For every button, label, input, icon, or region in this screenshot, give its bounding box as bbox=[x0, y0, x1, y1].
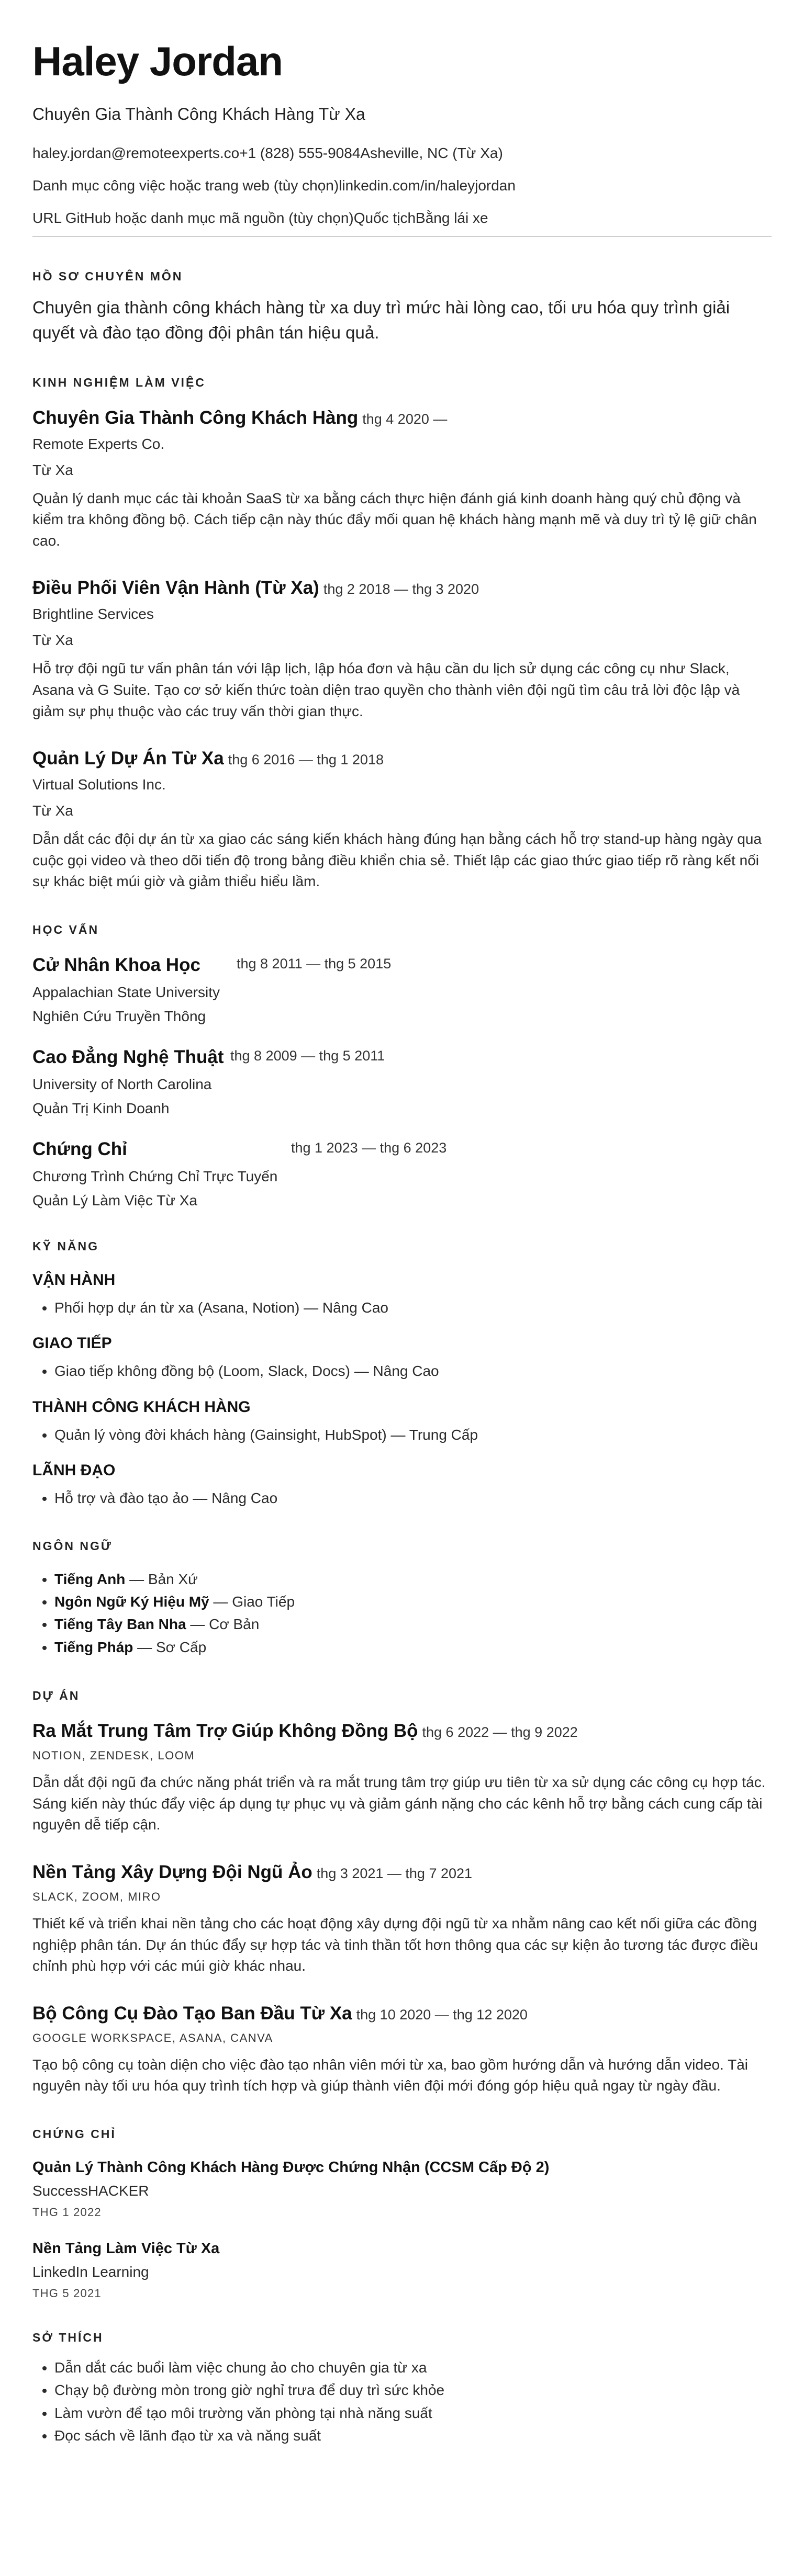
project-dates: thg 6 2022 — thg 9 2022 bbox=[422, 1724, 578, 1741]
contact-line-3 bbox=[32, 211, 772, 225]
education-dates: thg 1 2023 — thg 6 2023 bbox=[291, 1140, 447, 1156]
certification-name: Nền Tảng Làm Việc Từ Xa bbox=[32, 2240, 220, 2257]
project-tech: GOOGLE WORKSPACE, ASANA, CANVA bbox=[32, 2031, 273, 2044]
language-item: • Ngôn Ngữ Ký Hiệu Mỹ — Giao Tiếp bbox=[54, 1590, 772, 1613]
interests-heading: SỞ THÍCH bbox=[32, 2330, 104, 2344]
skill-group bbox=[32, 1398, 772, 1446]
skill-group-title: GIAO TIẾP bbox=[32, 1335, 112, 1352]
location-text: Asheville, NC (Từ Xa) bbox=[360, 145, 503, 161]
project-name: Bộ Công Cụ Đào Tạo Ban Đầu Từ Xa bbox=[32, 2003, 352, 2024]
skill-group bbox=[32, 1462, 772, 1509]
project-entry bbox=[32, 2003, 772, 2097]
skill-group bbox=[32, 1271, 772, 1319]
certification-issuer: SuccessHACKER bbox=[32, 2182, 149, 2199]
degree-title: Cử Nhân Khoa Học bbox=[32, 955, 200, 976]
project-description: Tạo bộ công cụ toàn diện cho việc đào tạo nhân viên mới từ xa, bao gồm hướng dẫn và hướng dẫn video. Tài nguyên này tối ưu hóa quy trình tích hợp và giúp thành viên đội mới đóng góp hiệu quả ngay từ ngày đầu. bbox=[32, 2056, 748, 2094]
company-name: Virtual Solutions Inc. bbox=[32, 776, 166, 793]
job-dates: thg 4 2020 — bbox=[362, 411, 448, 427]
language-name: Tiếng Tây Ban Nha bbox=[54, 1616, 186, 1633]
languages-section bbox=[32, 1539, 772, 1659]
education-entry bbox=[32, 955, 772, 1025]
contact-line-2 bbox=[32, 178, 772, 193]
education-dates: thg 8 2009 — thg 5 2011 bbox=[230, 1048, 385, 1064]
github-placeholder: URL GitHub hoặc danh mục mã nguồn (tùy chọn) bbox=[32, 210, 354, 226]
experience-entry bbox=[32, 578, 772, 722]
skill-item: • Phối hợp dự án từ xa (Asana, Notion) — Nâng Cao bbox=[54, 1296, 772, 1319]
language-list bbox=[32, 1568, 772, 1659]
job-description: Quản lý danh mục các tài khoản SaaS từ xa bằng cách thực hiện đánh giá kinh doanh hàng quý chủ động và kiểm tra không đồng bộ. Cách tiếp cận này thúc đẩy mối quan hệ khách hàng mạnh mẽ và duy trì tỷ lệ giữ chân cao. bbox=[32, 490, 757, 549]
contact-line-1 bbox=[32, 146, 772, 161]
skills-section bbox=[32, 1239, 772, 1510]
language-level: Cơ Bản bbox=[209, 1616, 260, 1633]
job-title: Chuyên Gia Thành Công Khách Hàng bbox=[32, 407, 359, 428]
projects-section bbox=[32, 1689, 772, 2097]
job-title: Quản Lý Dự Án Từ Xa bbox=[32, 748, 224, 769]
summary-heading: HỒ SƠ CHUYÊN MÔN bbox=[32, 269, 183, 283]
project-entry bbox=[32, 1862, 772, 1977]
certification-entry bbox=[32, 2240, 772, 2300]
languages-heading: NGÔN NGỮ bbox=[32, 1539, 113, 1553]
job-location: Từ Xa bbox=[32, 461, 73, 478]
language-level: Bản Xứ bbox=[148, 1571, 198, 1587]
language-item: • Tiếng Anh — Bản Xứ bbox=[54, 1568, 772, 1590]
experience-entry bbox=[32, 408, 772, 552]
skill-group-title: THÀNH CÔNG KHÁCH HÀNG bbox=[32, 1398, 251, 1416]
field-of-study: Quản Trị Kinh Doanh bbox=[32, 1100, 170, 1117]
company-name: Remote Experts Co. bbox=[32, 435, 165, 452]
job-description: Hỗ trợ đội ngũ tư vấn phân tán với lập lịch, lập hóa đơn và hậu cần du lịch sử dụng các công cụ như Slack, Asana và G Suite. Tạo cơ sở kiến thức toàn diện trao quyền cho thành viên đội ngũ tìm câu trả lời độc lập và giảm sự phụ thuộc vào các truy vấn thời gian thực. bbox=[32, 660, 740, 719]
skill-item: • Quản lý vòng đời khách hàng (Gainsight, HubSpot) — Trung Cấp bbox=[54, 1423, 772, 1446]
project-name: Nền Tảng Xây Dựng Đội Ngũ Ảo bbox=[32, 1861, 312, 1882]
education-entry bbox=[32, 1139, 772, 1209]
field-of-study: Nghiên Cứu Truyền Thông bbox=[32, 1008, 206, 1025]
education-dates: thg 8 2011 — thg 5 2015 bbox=[237, 956, 392, 972]
portfolio-placeholder: Danh mục công việc hoặc trang web (tùy chọn) bbox=[32, 177, 339, 194]
skill-group bbox=[32, 1335, 772, 1382]
language-level: Sơ Cấp bbox=[155, 1639, 207, 1655]
certification-issuer: LinkedIn Learning bbox=[32, 2263, 149, 2280]
school-name: Appalachian State University bbox=[32, 984, 220, 1001]
company-name: Brightline Services bbox=[32, 606, 154, 623]
skill-item: • Hỗ trợ và đào tạo ảo — Nâng Cao bbox=[54, 1487, 772, 1509]
job-location: Từ Xa bbox=[32, 632, 73, 649]
header-divider bbox=[32, 236, 772, 237]
project-tech: SLACK, ZOOM, MIRO bbox=[32, 1890, 161, 1903]
language-name: Ngôn Ngữ Ký Hiệu Mỹ bbox=[54, 1593, 209, 1610]
interest-item: • Chạy bộ đường mòn trong giờ nghỉ trưa để duy trì sức khỏe bbox=[54, 2379, 772, 2401]
language-name: Tiếng Pháp bbox=[54, 1639, 133, 1655]
certification-entry bbox=[32, 2159, 772, 2219]
language-name: Tiếng Anh bbox=[54, 1571, 126, 1587]
candidate-headline: Chuyên Gia Thành Công Khách Hàng Từ Xa bbox=[32, 105, 365, 123]
job-dates: thg 2 2018 — thg 3 2020 bbox=[323, 581, 479, 597]
certification-date: THG 5 2021 bbox=[32, 2286, 102, 2300]
candidate-name: Haley Jordan bbox=[32, 38, 283, 84]
projects-heading: DỰ ÁN bbox=[32, 1689, 80, 1703]
education-section bbox=[32, 923, 772, 1209]
project-tech: NOTION, ZENDESK, LOOM bbox=[32, 1749, 195, 1762]
interests-section bbox=[32, 2331, 772, 2447]
phone-text: +1 (828) 555-9084 bbox=[239, 145, 361, 161]
experience-heading: KINH NGHIỆM LÀM VIỆC bbox=[32, 375, 206, 389]
project-description: Thiết kế và triển khai nền tảng cho các hoạt động xây dựng đội ngũ từ xa nhằm nâng cao kết nối giữa các đồng nghiệp phân tán. Dự án thúc đẩy sự hợp tác và tinh thần tốt hơn thông qua các sự kiện ảo tương tác được điều chỉnh phù hợp với các múi giờ khác nhau. bbox=[32, 1915, 758, 1974]
experience-section bbox=[32, 376, 772, 892]
driving-license-label: Bằng lái xe bbox=[416, 210, 488, 226]
interest-list bbox=[32, 2356, 772, 2447]
job-title: Điều Phối Viên Vận Hành (Từ Xa) bbox=[32, 578, 319, 598]
nationality-label: Quốc tịch bbox=[353, 210, 416, 226]
project-dates: thg 3 2021 — thg 7 2021 bbox=[316, 1865, 473, 1881]
language-item: • Tiếng Pháp — Sơ Cấp bbox=[54, 1636, 772, 1658]
education-entry bbox=[32, 1047, 772, 1117]
summary-text: Chuyên gia thành công khách hàng từ xa duy trì mức hài lòng cao, tối ưu hóa quy trình giải quyết và đào tạo đồng đội phân tán hiệu quả. bbox=[32, 298, 730, 342]
interest-item: • Đọc sách về lãnh đạo từ xa và năng suất bbox=[54, 2424, 772, 2447]
certification-name: Quản Lý Thành Công Khách Hàng Được Chứng Nhận (CCSM Cấp Độ 2) bbox=[32, 2159, 550, 2176]
skill-group-title: VẬN HÀNH bbox=[32, 1271, 116, 1289]
experience-entry bbox=[32, 748, 772, 892]
interest-item: • Làm vườn để tạo môi trường văn phòng tại nhà năng suất bbox=[54, 2402, 772, 2424]
degree-title: Cao Đẳng Nghệ Thuật bbox=[32, 1047, 224, 1068]
project-dates: thg 10 2020 — thg 12 2020 bbox=[356, 2006, 528, 2023]
skill-group-title: LÃNH ĐẠO bbox=[32, 1462, 116, 1479]
field-of-study: Quản Lý Làm Việc Từ Xa bbox=[32, 1192, 197, 1209]
project-entry bbox=[32, 1721, 772, 1836]
skill-item: • Giao tiếp không đồng bộ (Loom, Slack, Docs) — Nâng Cao bbox=[54, 1360, 772, 1382]
project-description: Dẫn dắt đội ngũ đa chức năng phát triển và ra mắt trung tâm trợ giúp ưu tiên từ xa sử dụng các công cụ hợp tác. Sáng kiến này thúc đẩy việc áp dụng tự phục vụ và giảm gánh nặng cho các kênh hỗ trợ bằng cách cung cấp tài nguyên dễ tiếp cận. bbox=[32, 1774, 766, 1833]
job-description: Dẫn dắt các đội dự án từ xa giao các sáng kiến khách hàng đúng hạn bằng cách hỗ trợ stand-up hàng ngày qua cuộc gọi video và theo dõi tiến độ trong bảng điều khiển chia sẻ. Thiết lập các giao thức giao tiếp rõ ràng kết nối sự khác biệt múi giờ và giảm thiểu hiểu lầm. bbox=[32, 831, 762, 890]
project-name: Ra Mắt Trung Tâm Trợ Giúp Không Đồng Bộ bbox=[32, 1721, 418, 1742]
education-heading: HỌC VẤN bbox=[32, 923, 99, 937]
school-name: Chương Trình Chứng Chỉ Trực Tuyến bbox=[32, 1168, 278, 1185]
summary-section bbox=[32, 269, 772, 345]
language-item: • Tiếng Tây Ban Nha — Cơ Bản bbox=[54, 1613, 772, 1635]
certifications-heading: CHỨNG CHỈ bbox=[32, 2127, 116, 2141]
linkedin-link[interactable]: linkedin.com/in/haleyjordan bbox=[339, 177, 516, 194]
language-level: Giao Tiếp bbox=[232, 1593, 295, 1610]
job-location: Từ Xa bbox=[32, 803, 73, 819]
resume-header bbox=[32, 38, 772, 237]
interest-item: • Dẫn dắt các buổi làm việc chung ảo cho chuyên gia từ xa bbox=[54, 2356, 772, 2379]
certification-date: THG 1 2022 bbox=[32, 2205, 102, 2219]
school-name: University of North Carolina bbox=[32, 1076, 212, 1093]
certifications-section bbox=[32, 2127, 772, 2300]
skills-heading: KỸ NĂNG bbox=[32, 1239, 99, 1253]
job-dates: thg 6 2016 — thg 1 2018 bbox=[228, 752, 384, 768]
email-link[interactable]: haley.jordan@remoteexperts.co bbox=[32, 145, 240, 161]
degree-title: Chứng Chỉ bbox=[32, 1139, 127, 1160]
